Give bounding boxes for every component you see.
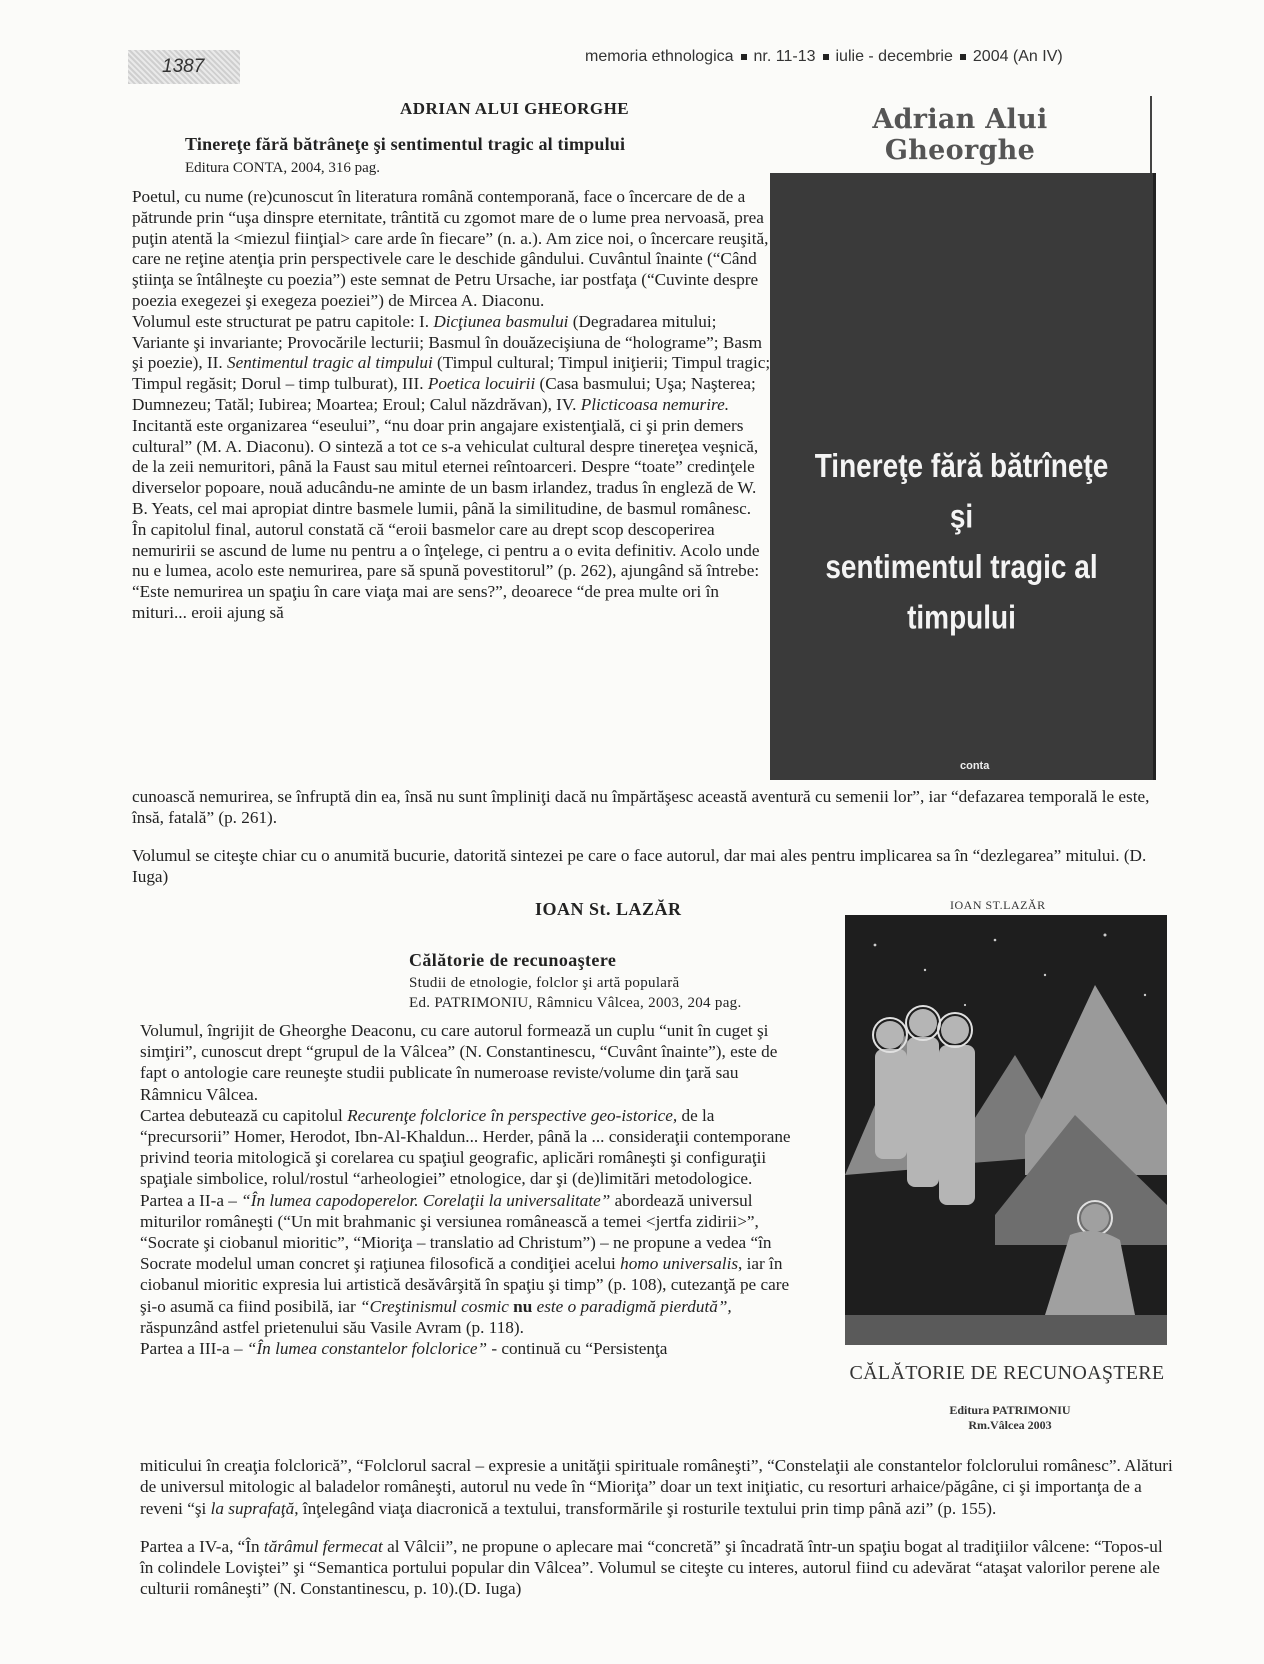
cover1-author: Adrian Alui Gheorghe <box>872 104 1048 166</box>
review2-paragraph: miticului în creaţia folclorică”, “Folclorul sacral – expresie a unităţii spirituale româneşti”, “Constelaţii ale constantelor folclorului românesc”. Alături de universul mitologic al baladelor româneşti, autorul nu vede în “Mioriţa” doar un text iniţiatic, cu resorturi arhaice/păgâne, ci şi importanţa de a reveni “şi la suprafaţă, înţelegând viaţa diacronică a textului, transformările şi rosturile textului prin timp până azi” (p. 155). <box>140 1456 1173 1518</box>
journal-period: iulie - decembrie <box>835 48 953 65</box>
review1-paragraph: Poetul, cu nume (re)cunoscut în literatura română contemporană, face o încercare de de a pătrunde prin “uşa dinspre eternitate, trântită cu zgomot mare de o lume prea nervoasă, prea puţin atentă la <miezul fiinţial> care arde în fiecare” (n. a.). Am zice noi, o încercare reuşită, care ne reţine atenţia prin perspectivele care le deschide gândului. Cuvântul înainte (“Când ştiinţa se întâlneşte cu poezia”) este semnat de Petru Ursache, iar postfaţa (“Cuvinte despre poezia exegezei şi exegeza poeziei”) de Mircea A. Diaconu. <box>132 187 769 310</box>
review2-paragraph: Partea a III-a – “În lumea constantelor folclorice” - continuă cu “Persistenţa <box>140 1339 668 1359</box>
bullet-icon <box>823 54 829 60</box>
review1-paragraph: Volumul se citeşte chiar cu o anumită bucurie, datorită sintezei pe care o face autorul, dar mai ales pentru implicarea sa în “dezlegarea” mitului. (D. Iuga) <box>132 845 1147 886</box>
cover-divider <box>1150 96 1152 176</box>
review1-title: Tinereţe fără bătrâneţe şi sentimentul tragic al timpului <box>185 134 626 154</box>
review2-paragraph: Volumul, îngrijit de Gheorghe Deaconu, cu care autorul formează un cuplu “unit în cuget şi simţiri”, cunoscut drept “grupul de la Vâlcea” (N. Constantinescu, “Cuvânt înainte”), este de fapt o antologie care reuneşte studii publicate în numeroase reviste/volume din ţară sau Râmnicu Vâlcea. <box>140 1021 778 1104</box>
review2-paragraph: Cartea debutează cu capitolul Recurenţe folclorice în perspective geo-istorice, de la “precursorii” Homer, Herodot, Ibn-Al-Khaldun... Herder, până la ... consideraţii contemporane privind teoria mitologică şi corelarea cu spaţiul geografic, aplicări româneşti şi configuraţii spaţiale simbolice, rolul/rostul “arheologiei” etnologice, dar şi (de)limitări metodologice. <box>140 1105 791 1189</box>
journal-header <box>585 48 1155 66</box>
book-cover-2-icon-painting <box>845 915 1167 1345</box>
review1-paragraph: Incitantă este organizarea “eseului”, “nu doar prin angajare existenţială, ci şi prin demers cultural” (M. A. Diaconu). O sinteză a tot ce s-a vehiculat cultural despre tinereţea veşnică, de la zeii nemuritori, până la Faust sau mitul eternei reîntoarceri. Despre “toate” credinţele diverselor popoare, nouă aducându-ne aminte de un basm irlandez, tradus în engleză de W. B. Yeats, cel mai apropiat dintre basmele lumii, până la similitudine, de basmul românesc. <box>132 415 759 518</box>
review2-body <box>140 1020 800 1359</box>
review2-paragraph: Partea a II-a – “În lumea capodoperelor. Corelaţii la universalitate” abordează universul miturilor româneşti (“Un mit brahmanic şi versiunea românească a temei <jertfa zidirii>”, “Socrate şi ciobanul mioritic”, “Mioriţa – translatio ad Christum”) – ne propune a vedea “în Socrate modelul uman concret şi raţiunea filosofică a condiţiei acelui homo universalis, iar în ciobanul mioritic expresia lui artistică desăvârşită în spaţiu şi timp” (p. 108), cutezanţă pe care şi-o asumă ca fiind posibilă, iar “Creştinismul cosmic nu este o paradigmă pierdută”, răspunzând astfel prietenului său Vasile Avram (p. 118). <box>140 1190 790 1337</box>
review1-body <box>132 187 772 624</box>
review2-author: IOAN St. LAZĂR <box>535 899 682 919</box>
review2-title: Călătorie de recunoaştere <box>409 950 617 970</box>
journal-year: 2004 (An IV) <box>972 48 1063 65</box>
review1-paragraph: În capitolul final, autorul constată că “eroii basmelor care au drept scop descoperirea nemuririi se ascund de lume nu pentru a o înţelege, ci pentru a o evita definitiv. Acolo unde nu e lumea, acolo este nemurirea, pare să spună povestitorul” (p. 262), ajungând să întrebe: “Este nemurirea un spaţiu în care viaţa mai are sens?”, deoarece “de prea multe ori în mituri... eroii ajung să <box>132 519 760 622</box>
review1-paragraph: cunoască nemurirea, se înfruptă din ea, însă nu sunt împliniţi dacă nu împărtăşesc această aventură cu semenii lor”, iar “defazarea temporală le este, însă, fatală” (p. 261). <box>132 787 1150 827</box>
cover1-title: Tinereţe fără bătrîneţe şi sentimentul tragic al timpului <box>814 447 1109 636</box>
book-cover-1 <box>770 173 1156 780</box>
review1-body-wide <box>132 770 1167 905</box>
review1-author: ADRIAN ALUI GHEORGHE <box>400 99 630 118</box>
review2-paragraph: Partea a IV-a, “În tărâmul fermecat al Vâlcii”, ne propune o aplecare mai “concretă” şi încadrată într-un spaţiu bogat al tradiţiilor vâlcene: “Topos-ul în colindele Loviştei” şi “Semantica portului popular din Vâlcea”. Volumul se citeşte cu interes, autorul fiind cu adevărat “ataşat valorilor perene ale culturii româneşti” (N. Constantinescu, p. 10).(D. Iuga) <box>140 1536 1163 1599</box>
cover1-publisher: conta <box>960 760 990 772</box>
cover2-author: IOAN ST.LAZĂR <box>950 898 1046 912</box>
cover2-publisher: Editura PATRIMONIU Rm.Vâlcea 2003 <box>949 1403 1071 1432</box>
page-number: 1387 <box>128 50 240 84</box>
review2-publisher: Ed. PATRIMONIU, Râmnicu Vâlcea, 2003, 204 pag. <box>409 995 742 1011</box>
icon-painting-illustration <box>845 915 1167 1345</box>
review2-body-wide <box>140 1438 1175 1617</box>
review1-paragraph: Volumul este structurat pe patru capitole: I. Dicţiunea basmului (Degradarea mitului; Variante şi invariante; Provocările lecturii; Basmul în douăzecişiuna de “holograme”; Basm şi poezie), II. Sentimentul tragic al timpului (Timpul cultural; Timpul iniţierii; Timpul tragic; Timpul regăsit; Dorul – timp tulburat), III. Poetica locuirii (Casa basmului; Uşa; Naşterea; Dumnezeu; Tatăl; Iubirea; Moartea; Eroul; Calul năzdrăvan), IV. Plicticoasa nemurire. <box>132 311 771 414</box>
review2-subtitle: Studii de etnologie, folclor şi artă populară <box>409 975 680 991</box>
bullet-icon <box>960 54 966 60</box>
journal-name: memoria ethnologica <box>585 48 734 65</box>
cover2-title: CĂLĂTORIE DE RECUNOAŞTERE <box>849 1362 1165 1384</box>
review1-publisher: Editura CONTA, 2004, 316 pag. <box>185 160 381 176</box>
journal-issue: nr. 11-13 <box>753 48 816 65</box>
bullet-icon <box>741 54 747 60</box>
